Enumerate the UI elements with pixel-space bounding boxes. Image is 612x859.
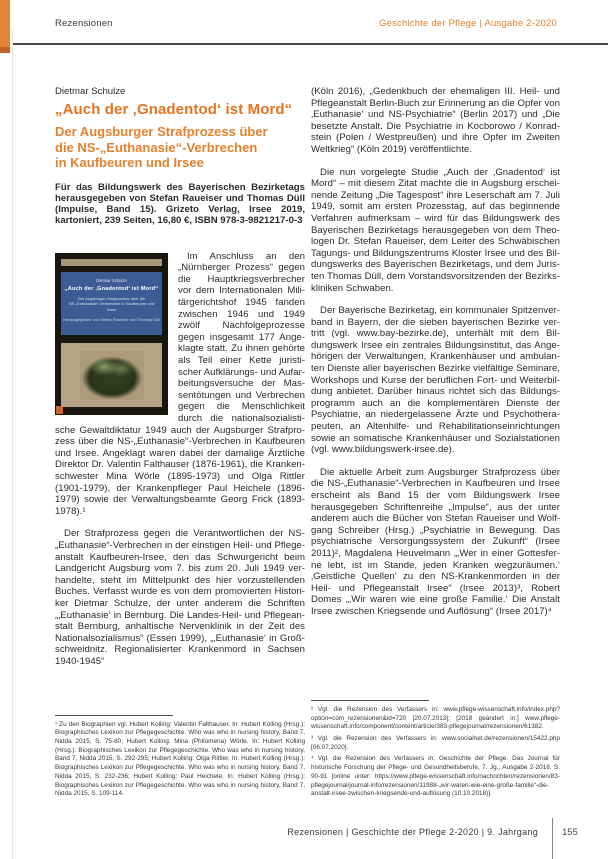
page-edge-tab — [0, 0, 10, 53]
book-cover-image — [55, 253, 168, 415]
footnote-block-right — [311, 700, 560, 802]
cover-editors-line: Herausgegeben von Stefan Raueiser und Thomas Düll — [62, 316, 161, 322]
subtitle-line: die NS-„Euthanasie“-Verbrechen — [55, 139, 258, 155]
paragraph: Die aktuelle Arbeit zum Augsburger Strafprozess über die NS-„Euthanasie“-Verbrechen in Kaufbeuren und Irsee erscheint als Band 15 der vom Bildungswerk Irsee herausgegeben Schriftenreihe „Impulse“, aus der unter anderem auch die Bücher von Stefan Raueiser und Wolfgang Schreiber (Hrsg.) „Psychiatrie in Bewegung. Das psychiatrische Versorgungssystem der Zukunft“ (Irsee 2011)², Magdalena Heuvelmann „‚Wer in einer Gottesferne lebt, ist im Stande, jeden Kranken wegzuräumen.‘ ‚Geistliche Quellen‘ zu den NS-Krankenmorden in der Heil- und Pflegeanstalt Irsee“ (Irsee 2013)³, Robert Domes „‚Wir waren wie eine große Familie.‘ Die Anstalt Irsee zwischen Kriegsende und Auflösung“ (Irsee 2017)⁴ — [311, 466, 560, 617]
plant-photo — [80, 351, 144, 400]
bibliographic-info: Für das Bildungswerk des Bayerischen Bezirketags herausgegeben von Stefan Raueiser und Thomas Düll (Impulse, Band 15). Grizeto Verlag, Irsee 2019, kartoniert, 239 Seiten, 16,80 €, ISBN 978-3-9821217-0-3 — [55, 181, 305, 227]
paragraph: Die nun vorgelegte Studie „Auch der ‚Gnadentod‘ ist Mord“ – mit diesem Zitat machte die in Augsburg erscheinende Zeitung „Die Tagespost“ ihre Leserschaft am 7. Juli 1949, somit am ersten Prozesstag, auf das beginnende Verfahren aufmerksam – wird für das Bildungswerk des Bayerischen Bezirketags herausgegeben von dem Theologen Dr. Stefan Raueiser, dem Leiter des Schwäbischen Tagungs- und Bildungszentrums Kloster Irsee und des Bildungswerks des Bayerischen Bezirketags, und dem Juristen Thomas Düll, dem Vorstandsvorsitzenden der Bezirkskliniken Schwaben. — [311, 166, 560, 294]
footnote-block-left — [55, 715, 305, 802]
right-column — [311, 86, 560, 804]
footer-line: Rezensionen | Geschichte der Pflege 2-2020 | 9. Jahrgang — [287, 827, 538, 837]
paragraph: Der Strafprozess gegen die Verantwortlichen der NS-„Euthanasie“-Verbrechen in der einstigen Heil- und Pflegeanstalt Kaufbeuren-Irsee, den das Schwurgericht beim Landgericht Augsburg vom 7. bis zum 20. Juli 1949 verhandelte, steht im Mittelpunkt des hier vorzustellenden Buches. Verfasst wurde es von dem promovierten Historiker Dietmar Schulze, der unter anderem die Schriften „‚Euthanasie‘ in Bernburg. Die Landes-Heil- und Pflegeanstalt Bernburg, anhaltische Nervenklinik in der Zeit des Nationalsozialismus“ (Essen 1999), „‚Euthanasie‘ in Großschweidnitz. Regionalisierter Krankenmord in Sachsen 1940-1945“ — [55, 528, 305, 667]
cover-author-line: Dietmar Schulze — [96, 277, 127, 283]
cover-title-line: „Auch der ‚Gnadentod‘ ist Mord“ — [64, 285, 159, 292]
footer-divider — [552, 818, 553, 859]
footnote-rule — [311, 700, 429, 701]
running-head — [55, 18, 557, 32]
footnote: ⁴ Vgl. die Rezension des Verfassers in: Geschichte der Pflege. Das Journal für historische Forschung der Pflege- und Gesundheitsberufe, 7. Jg., Ausgabe 2-2018, S. 90-91 [online unter: https://www.pflege-wissenschaft.info/nachrichten/rezensionen/83-pflegejournal/journal-info/rezensionen/11988-„wir-waren-wie-eine-große-familie“-die-anstalt-irsee-zwischen-kriegsende-und-auflösung (10.10.2018)]. — [311, 755, 560, 798]
cover-subtitle-line: NS-„Euthanasie“-Verbrechen in Kaufbeuren und Irsee — [68, 301, 155, 312]
subtitle-line: in Kaufbeuren und Irsee — [55, 155, 204, 170]
review-subtitle — [55, 124, 305, 171]
scan-edge-line — [12, 30, 13, 859]
paragraph: (Köln 2016), „Gedenkbuch der ehemaligen III. Heil- und Pflegeanstalt Berlin-Buch zur Erinnerung an die Opfer von ‚Euthanasie‘ und NS-Psychiatrie“ (Berlin 2017) und „Die besetzte Anstalt. Die Psychiatrie in Kocborowo / Konradstein (Polen / Westpreußen) und ihre Opfer im Zweiten Weltkrieg“ (Köln 2019) veröffentlichte. — [311, 86, 560, 155]
running-head-section: Rezensionen — [55, 18, 113, 29]
page-number: 155 — [562, 827, 578, 838]
footnote: ³ Vgl. die Rezension des Verfassers in: www.socialnet.de/rezensionen/15422.php [06.07.2020]. — [311, 735, 560, 751]
left-column — [55, 86, 305, 804]
cover-photo-area — [61, 343, 162, 407]
review-title: „Auch der ‚Gnadentod‘ ist Mord“ — [55, 101, 293, 118]
footnote: ¹ Zu den Biographien vgl. Hubert Kolling: Valentin Falthauser. In: Hubert Kolling (Hrsg.): Biographisches Lexikon zur Pflegegeschichte. Who was who in nursing history, Band 7, Nidda 2015, S. 75-80; Hubert Kolling: Mina (Philomena) Wörle. In: Hubert Kolling (Hrsg.): Biographisches Lexikon zur Pflegegeschichte. Who was who in nursing history, Band 7, Nidda 2015, S. 292-295; Hubert Kolling: Olga Rittler. In: Hubert Kolling (Hrsg.): Biographisches Lexikon zur Pflegegeschichte. Who was who in nursing history, Band 7, Nidda 2015, S. 232-236; Hubert Kolling: Paul Heichele. In: Hubert Kolling (Hrsg.): Biographisches Lexikon zur Pflegegeschichte. Who was who in nursing history, Band 7, Nidda 2015, S. 109-114. — [55, 720, 305, 798]
subtitle-line: Der Augsburger Strafprozess über — [55, 124, 268, 139]
running-head-journal: Geschichte der Pflege | Ausgabe 2-2020 — [378, 18, 557, 29]
cover-title-panel — [61, 272, 162, 335]
review-body — [55, 251, 305, 668]
cover-subtitle-line: Der Augsburger Strafprozess über die — [77, 296, 146, 302]
paragraph: Der Bayerische Bezirketag, ein kommunaler Spitzenverband in Bayern, der die sieben bayerischen Bezirke vertritt (vgl. www.bay-bezirke.de), unterhält mit dem Bildungswerk Irsee ein zentrales Bildungsinstitut, das Angehörigen der Verwaltungen, Krankenhäuser und ambulanten Dienste aller bayerischen Bezirke vielfältige Seminare, Workshops und Kurse der beruflichen Fort- und Weiterbildung anbietet. Darüber hinaus richtet sich das Bildungsprogramm auch an die komplementären Dienste der Psychiatrie, an niedergelassene Ärzte und Psychotherapeuten, an Altenhilfe- und Rehabilitationseinrichtungen sowie an somatische Krankenhäuser und Sozialstationen (vgl. www.bildungswerk-irsee.de). — [311, 305, 560, 456]
paragraph: Im Anschluss an den „Nürnberger Prozess“ gegen die Hauptkriegsverbrecher vor dem Internationalen Militärgerichtshof 1945 fanden zwischen 1946 und 1949 zwölf Nachfolgeprozesse gegen insgesamt 177 Angeklagte statt. Zu ihnen gehörte als Teil einer Kette juristischer Aufklärungs- und Aufarbeitungsversuche der Massentötungen und Verbrechen gegen die Menschlichkeit durch die nationalsozialistische Gewaltdiktatur 1949 auch der Augsburger Strafprozess über die NS-„Euthanasie“-Verbrechen in Kaufbeuren und Irsee. Angeklagt waren dabei der damalige Ärztliche Direktor Dr. Valentin Falthauser (1876-1961), die Krankenschwester Mina Wörle (1895-1973) und Olga Rittler (1901-1979), der Krankenpfleger Paul Heichele (1896-1979) sowie der Verwaltungsbeamte Georg Frick (1893-1978).¹ — [55, 250, 305, 517]
review-author: Dietmar Schulze — [55, 86, 126, 97]
cover-top-strip — [61, 259, 162, 266]
footnote: ² Vgl. die Rezension des Verfassers in: www.pflege-wissenschaft.info/index.php?option=com_rezensionen&id=720 [20.07.2013]; [2018 geändert in:] www.pflege-wissenschaft.info/component/content/article/383-pflegejournal/rezensionen/61382. — [311, 705, 560, 731]
header-rule — [13, 43, 608, 45]
footnote-rule — [55, 715, 173, 716]
cover-corner-mark — [56, 406, 63, 414]
